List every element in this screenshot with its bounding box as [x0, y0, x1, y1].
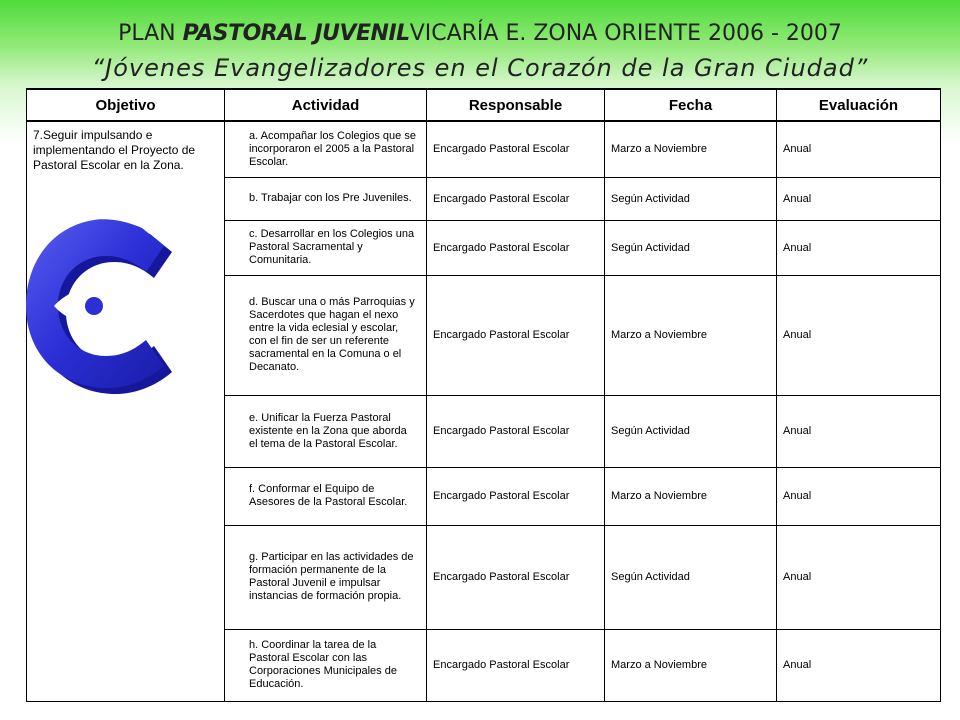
activity-cell: h. Coordinar la tarea de la Pastoral Escolar con las Corporaciones Municipales de Educación.	[225, 629, 427, 701]
date-cell: Según Actividad	[605, 525, 777, 629]
evaluation-cell: Anual	[777, 467, 941, 525]
evaluation-cell: Anual	[777, 177, 941, 220]
responsible-cell: Encargado Pastoral Escolar	[427, 177, 605, 220]
evaluation-cell: Anual	[777, 525, 941, 629]
responsible-cell: Encargado Pastoral Escolar	[427, 395, 605, 467]
evaluation-cell: Anual	[777, 275, 941, 395]
date-cell: Marzo a Noviembre	[605, 121, 777, 177]
activity-cell: d. Buscar una o más Parroquias y Sacerdotes que hagan el nexo entre la vida eclesial y escolar, con el fin de ser un referente sacramental en la Comuna o el Decanato.	[225, 275, 427, 395]
activity-cell: c. Desarrollar en los Colegios una Pastoral Sacramental y Comunitaria.	[225, 220, 427, 275]
evaluation-cell: Anual	[777, 220, 941, 275]
responsible-cell: Encargado Pastoral Escolar	[427, 525, 605, 629]
evaluation-cell: Anual	[777, 395, 941, 467]
column-header-objetivo: Objetivo	[27, 89, 225, 121]
responsible-cell: Encargado Pastoral Escolar	[427, 467, 605, 525]
column-header-evaluacion: Evaluación	[777, 89, 941, 121]
title-suffix: VICARÍA E. ZONA ORIENTE 2006 - 2007	[409, 21, 842, 46]
date-cell: Según Actividad	[605, 177, 777, 220]
activity-cell: e. Unificar la Fuerza Pastoral existente en la Zona que aborda el tema de la Pastoral Escolar.	[225, 395, 427, 467]
date-cell: Según Actividad	[605, 395, 777, 467]
column-header-fecha: Fecha	[605, 89, 777, 121]
date-cell: Marzo a Noviembre	[605, 275, 777, 395]
date-cell: Marzo a Noviembre	[605, 467, 777, 525]
evaluation-cell: Anual	[777, 629, 941, 701]
fish-c-logo-icon	[14, 218, 184, 394]
activity-cell: f. Conformar el Equipo de Asesores de la Pastoral Escolar.	[225, 467, 427, 525]
objective-cell	[27, 121, 225, 701]
activity-cell: g. Participar en las actividades de formación permanente de la Pastoral Juvenil e impulsar instancias de formación propia.	[225, 525, 427, 629]
activity-cell: b. Trabajar con los Pre Juveniles.	[225, 177, 427, 220]
activity-cell: a. Acompañar los Colegios que se incorporaron el 2005 a la Pastoral Escolar.	[225, 121, 427, 177]
column-header-responsable: Responsable	[427, 89, 605, 121]
table-row	[27, 121, 941, 177]
responsible-cell: Encargado Pastoral Escolar	[427, 629, 605, 701]
date-cell: Marzo a Noviembre	[605, 629, 777, 701]
page-subtitle: “Jóvenes Evangelizadores en el Corazón de la Gran Ciudad”	[91, 54, 869, 82]
table-header-row	[27, 89, 941, 121]
responsible-cell: Encargado Pastoral Escolar	[427, 220, 605, 275]
title-prefix: PLAN	[118, 21, 176, 46]
title-italic: PASTORAL JUVENIL	[182, 21, 410, 46]
evaluation-cell: Anual	[777, 121, 941, 177]
responsible-cell: Encargado Pastoral Escolar	[427, 275, 605, 395]
date-cell: Según Actividad	[605, 220, 777, 275]
objective-text: 7.Seguir impulsando e implementando el Proyecto de Pastoral Escolar en la Zona.	[33, 128, 196, 172]
responsible-cell: Encargado Pastoral Escolar	[427, 121, 605, 177]
column-header-actividad: Actividad	[225, 89, 427, 121]
page-title	[0, 20, 960, 48]
plan-table	[26, 88, 941, 702]
